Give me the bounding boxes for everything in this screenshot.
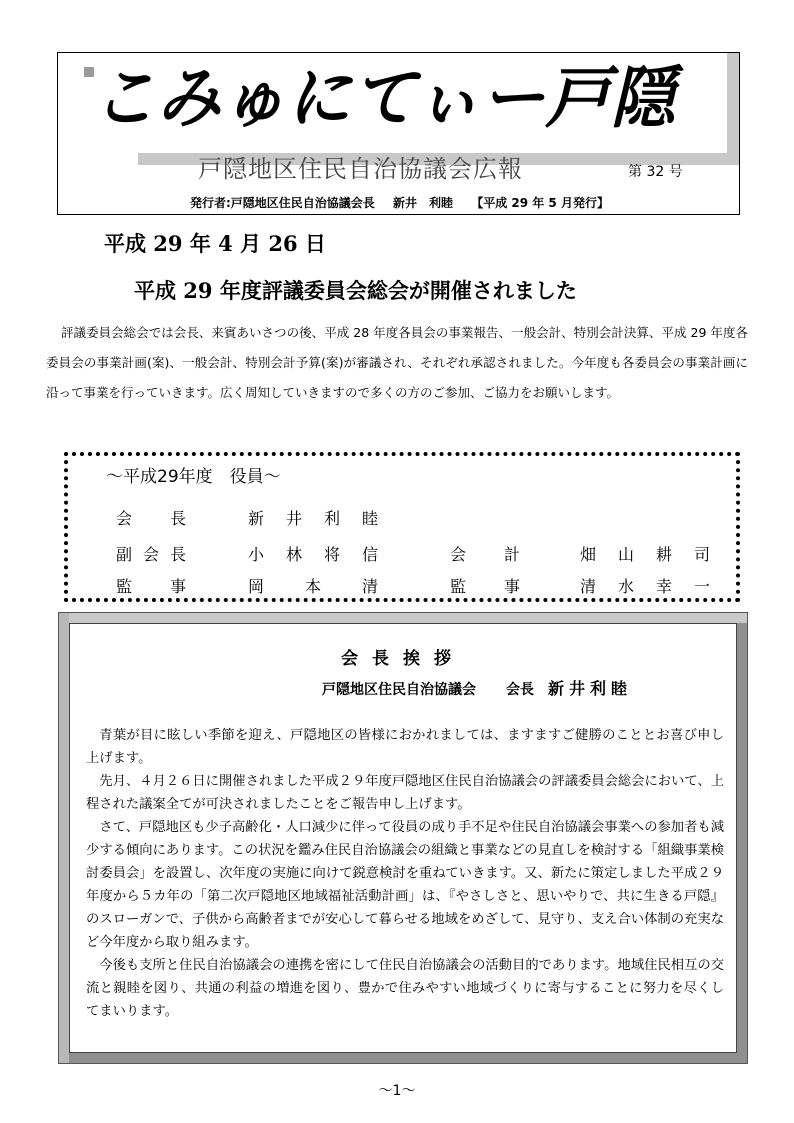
- officer-name: [248, 542, 378, 565]
- article-headline: 平成 29 年度評議委員会総会が開催されました: [134, 278, 577, 303]
- masthead-shadow: [727, 53, 739, 165]
- issuer-line: [190, 194, 623, 211]
- officer-name: [248, 574, 378, 597]
- officer-char: 幸: [655, 577, 672, 596]
- officer-char: 監: [116, 577, 133, 596]
- officer-char: 水: [617, 577, 634, 596]
- officer-char: 畑: [580, 545, 597, 564]
- officer-char: 将: [323, 545, 340, 564]
- officer-char: 小: [248, 545, 265, 564]
- greeting-bevel: [59, 613, 747, 623]
- greeting-org: 戸隠地区住民自治協議会: [322, 682, 476, 698]
- page-number: ～1～: [378, 1083, 416, 1099]
- officer-char: 長: [169, 509, 186, 528]
- officers-title: ～平成29年度 役員～: [106, 467, 281, 487]
- greeting-body: [86, 724, 724, 1023]
- officer-char: 清: [580, 577, 597, 596]
- officer-char: 会: [142, 545, 159, 564]
- issuer-name: 新井 利睦: [393, 196, 454, 210]
- greeting-title: 会長挨拶: [341, 649, 465, 669]
- officer-role: [116, 574, 186, 597]
- officer-char: 司: [693, 545, 710, 564]
- officer-role: [116, 542, 186, 565]
- newsletter-subtitle: 戸隠地区住民自治協議会広報: [198, 155, 523, 183]
- officer-char: 岡: [248, 577, 265, 596]
- officer-role: [450, 542, 520, 565]
- officer-char: 山: [617, 545, 634, 564]
- greeting-bevel: [59, 613, 69, 1063]
- officer-char: 信: [361, 545, 378, 564]
- officer-char: 会: [116, 509, 133, 528]
- officer-name: [580, 574, 710, 597]
- officer-char: 林: [285, 545, 302, 564]
- officer-char: 睦: [361, 509, 378, 528]
- greeting-frame: [58, 612, 748, 1064]
- officer-char: 井: [285, 509, 302, 528]
- article-body: 評議委員会総会では会長、来賓あいさつの後、平成 28 年度各員会の事業報告、一般会計、特別会計決算、平成 29 年度各委員会の事業計画(案)、一般会計、特別会計予算(案)が審議され、それぞれ承認されました。今年度も各委員会の事業計画に沿って事業を行っていきます。広く周知していきますので多くの方のご参加、ご協力をお願いします。: [46, 325, 748, 400]
- greeting-role: 会長: [506, 682, 534, 698]
- greeting-name: 新井利睦: [548, 679, 633, 698]
- greeting-signature: [322, 676, 632, 699]
- issue-number: 第 32 号: [628, 164, 683, 180]
- officer-role: [450, 574, 520, 597]
- greeting-paragraph: 今後も支所と住民自治協議会の連携を密にして住民自治協議会の活動目的であります。地域住民相互の交流と親睦を図り、共通の利益の増進を図り、豊かで住みやすい地域づくりに寄与することに努力を尽くしてまいります。: [86, 958, 724, 1019]
- officer-char: 新: [248, 509, 265, 528]
- masthead: [57, 52, 740, 215]
- issuer-label: 発行者:戸隠地区住民自治協議会長: [190, 196, 375, 210]
- officers-box: [64, 452, 740, 602]
- officer-name: [248, 506, 378, 529]
- officer-char: 会: [450, 545, 467, 564]
- officer-char: 本: [304, 577, 321, 596]
- greeting-box: [69, 623, 737, 1053]
- issue-date: 【平成 29 年 5 月発行】: [471, 196, 609, 210]
- officer-char: 副: [116, 545, 133, 564]
- officer-char: 耕: [655, 545, 672, 564]
- officer-char: 事: [503, 577, 520, 596]
- article-date: 平成 29 年 4 月 26 日: [104, 231, 326, 256]
- officer-name: [580, 542, 710, 565]
- greeting-paragraph: 先月、４月２６日に開催されました平成２９年度戸隠地区住民自治協議会の評議委員会総会において、上程された議案全てが可決されましたことをご報告申し上げます。: [86, 774, 724, 812]
- newsletter-title: こみゅにてぃー戸隠: [92, 59, 676, 138]
- officer-char: 計: [503, 545, 520, 564]
- officer-role: [116, 506, 186, 529]
- greeting-paragraph: さて、戸隠地区も少子高齢化・人口減少に伴って役員の成り手不足や住民自治協議会事業への参加者も減少する傾向にあります。この状況を鑑み住民自治協議会の組織と事業などの見直しを検討する「組織事業検討委員会」を設置し、次年度の実施に向けて鋭意検討を重ねていきます。又、新たに策定しました平成２９年度から５カ年の「第二次戸隠地区地域福祉活動計画」は、『やさしさと、思いやりで、共に生きる戸隠』のスローガンで、子供から高齢者までが安心して暮らせる地域をめざして、見守り、支え合い体制の充実など今年度から取り組みます。: [86, 820, 724, 950]
- officer-char: 長: [169, 545, 186, 564]
- officer-char: 監: [450, 577, 467, 596]
- officer-char: 一: [693, 577, 710, 596]
- officer-char: 清: [361, 577, 378, 596]
- officer-char: 事: [169, 577, 186, 596]
- greeting-paragraph: 青葉が目に眩しい季節を迎え、戸隠地区の皆様におかれましては、ますますご健勝のこととお喜び申し上げます。: [86, 728, 724, 766]
- officer-char: 利: [323, 509, 340, 528]
